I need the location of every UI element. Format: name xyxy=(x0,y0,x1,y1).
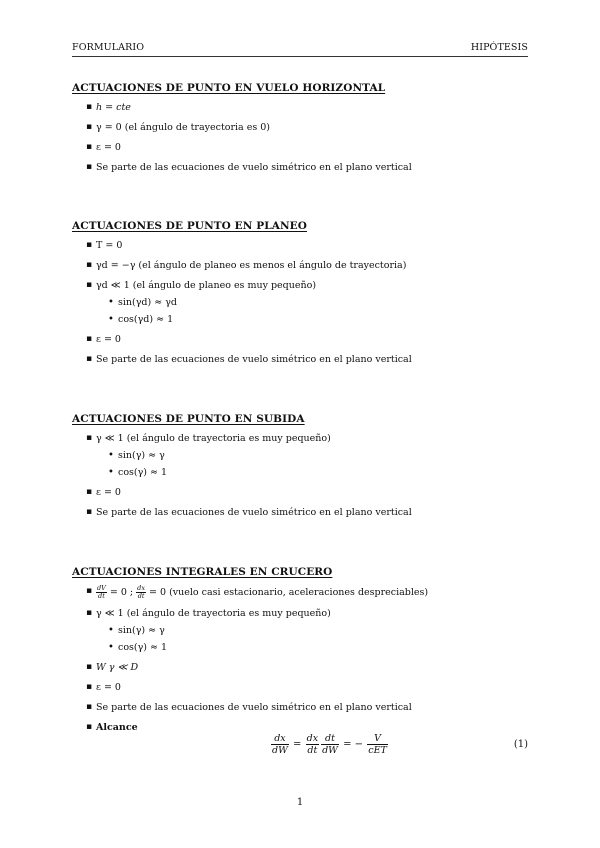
list-item xyxy=(72,432,532,479)
list-item-text: γd ≪ 1 (el ángulo de planeo es muy pequeño) xyxy=(96,280,317,291)
section-title: ACTUACIONES DE PUNTO EN VUELO HORIZONTAL xyxy=(72,82,386,94)
section-subida xyxy=(72,413,532,519)
list-item: ▪ T = 0 xyxy=(72,239,532,252)
fraction-dx-dt: $\frac{dx}{dt}$ xyxy=(137,584,145,600)
section-title: ACTUACIONES INTEGRALES EN CRUCERO xyxy=(72,566,333,578)
fraction: $\frac{dx}{dW}$ xyxy=(272,733,288,756)
list-item: ▪ γ = 0 (el ángulo de trayectoria es 0) xyxy=(72,121,532,134)
fraction: $\frac{dx}{dt}$ xyxy=(306,733,319,756)
fraction: $\frac{V}{\text{cET}}$ xyxy=(368,733,387,756)
list-item: ▪ ε = 0 xyxy=(72,333,532,346)
list-item: ▪ h = cte xyxy=(72,101,532,114)
list-item: ▪ ε = 0 xyxy=(72,486,532,499)
section-crucero xyxy=(72,566,532,734)
list-item: ▪ ε = 0 xyxy=(72,681,532,694)
section-title: ACTUACIONES DE PUNTO EN PLANEO xyxy=(72,220,308,232)
list-item: ▪ ε = 0 xyxy=(72,141,532,154)
header-rule xyxy=(72,56,528,57)
equation-number: (1) xyxy=(513,739,528,750)
list-item: ▪ W γ ≪ D xyxy=(72,661,532,674)
section-planeo xyxy=(72,220,532,366)
list-item: ▪ Se parte de las ecuaciones de vuelo simétrico en el plano vertical xyxy=(72,161,532,174)
fraction: $\frac{dt}{dW}$ xyxy=(322,733,338,756)
list-item: ▪ $\frac{dV}{dt}$ = 0 ; $\frac{dx}{dt}$ = 0 (vuelo casi estacionario, aceleraciones despreciables) xyxy=(72,585,532,600)
page-number: 1 xyxy=(296,797,304,808)
page-header xyxy=(72,42,528,56)
sub-item: • sin(γ) ≈ γ xyxy=(96,449,532,462)
fraction-dv-dt: ▪ $\frac{dV}{dt}$ xyxy=(97,584,106,600)
equation-alcance: $\frac{dx}{dW}$ = $\frac{dx}{dt}$ $\frac{dt}{dW}$ = − $\frac{V}{\text{cET}}$ xyxy=(272,733,387,756)
sub-item: • sin(γd) ≈ γd xyxy=(96,296,532,309)
sub-item: • cos(γ) ≈ 1 xyxy=(96,466,532,479)
header-left: FORMULARIO xyxy=(72,42,145,53)
list-item-text: γ ≪ 1 (el ángulo de trayectoria es muy pequeño) xyxy=(96,608,331,619)
list-item-text: γ ≪ 1 (el ángulo de trayectoria es muy pequeño) xyxy=(96,433,331,444)
section-title: ACTUACIONES DE PUNTO EN SUBIDA xyxy=(72,413,305,425)
section-vuelo-horizontal xyxy=(72,82,532,174)
sub-item: • sin(γ) ≈ γ xyxy=(96,624,532,637)
sub-item: • cos(γd) ≈ 1 xyxy=(96,313,532,326)
list-item xyxy=(72,279,532,326)
list-item: ▪ γd = −γ (el ángulo de planeo es menos el ángulo de trayectoria) xyxy=(72,259,532,272)
sub-item: • cos(γ) ≈ 1 xyxy=(96,641,532,654)
list-item: ▪ Se parte de las ecuaciones de vuelo simétrico en el plano vertical xyxy=(72,701,532,714)
alcance-label: Alcance xyxy=(96,722,138,733)
header-right: HIPÓTESIS xyxy=(470,42,528,53)
list-item xyxy=(72,607,532,654)
list-item: ▪ Se parte de las ecuaciones de vuelo simétrico en el plano vertical xyxy=(72,506,532,519)
list-item: ▪ Se parte de las ecuaciones de vuelo simétrico en el plano vertical xyxy=(72,353,532,366)
